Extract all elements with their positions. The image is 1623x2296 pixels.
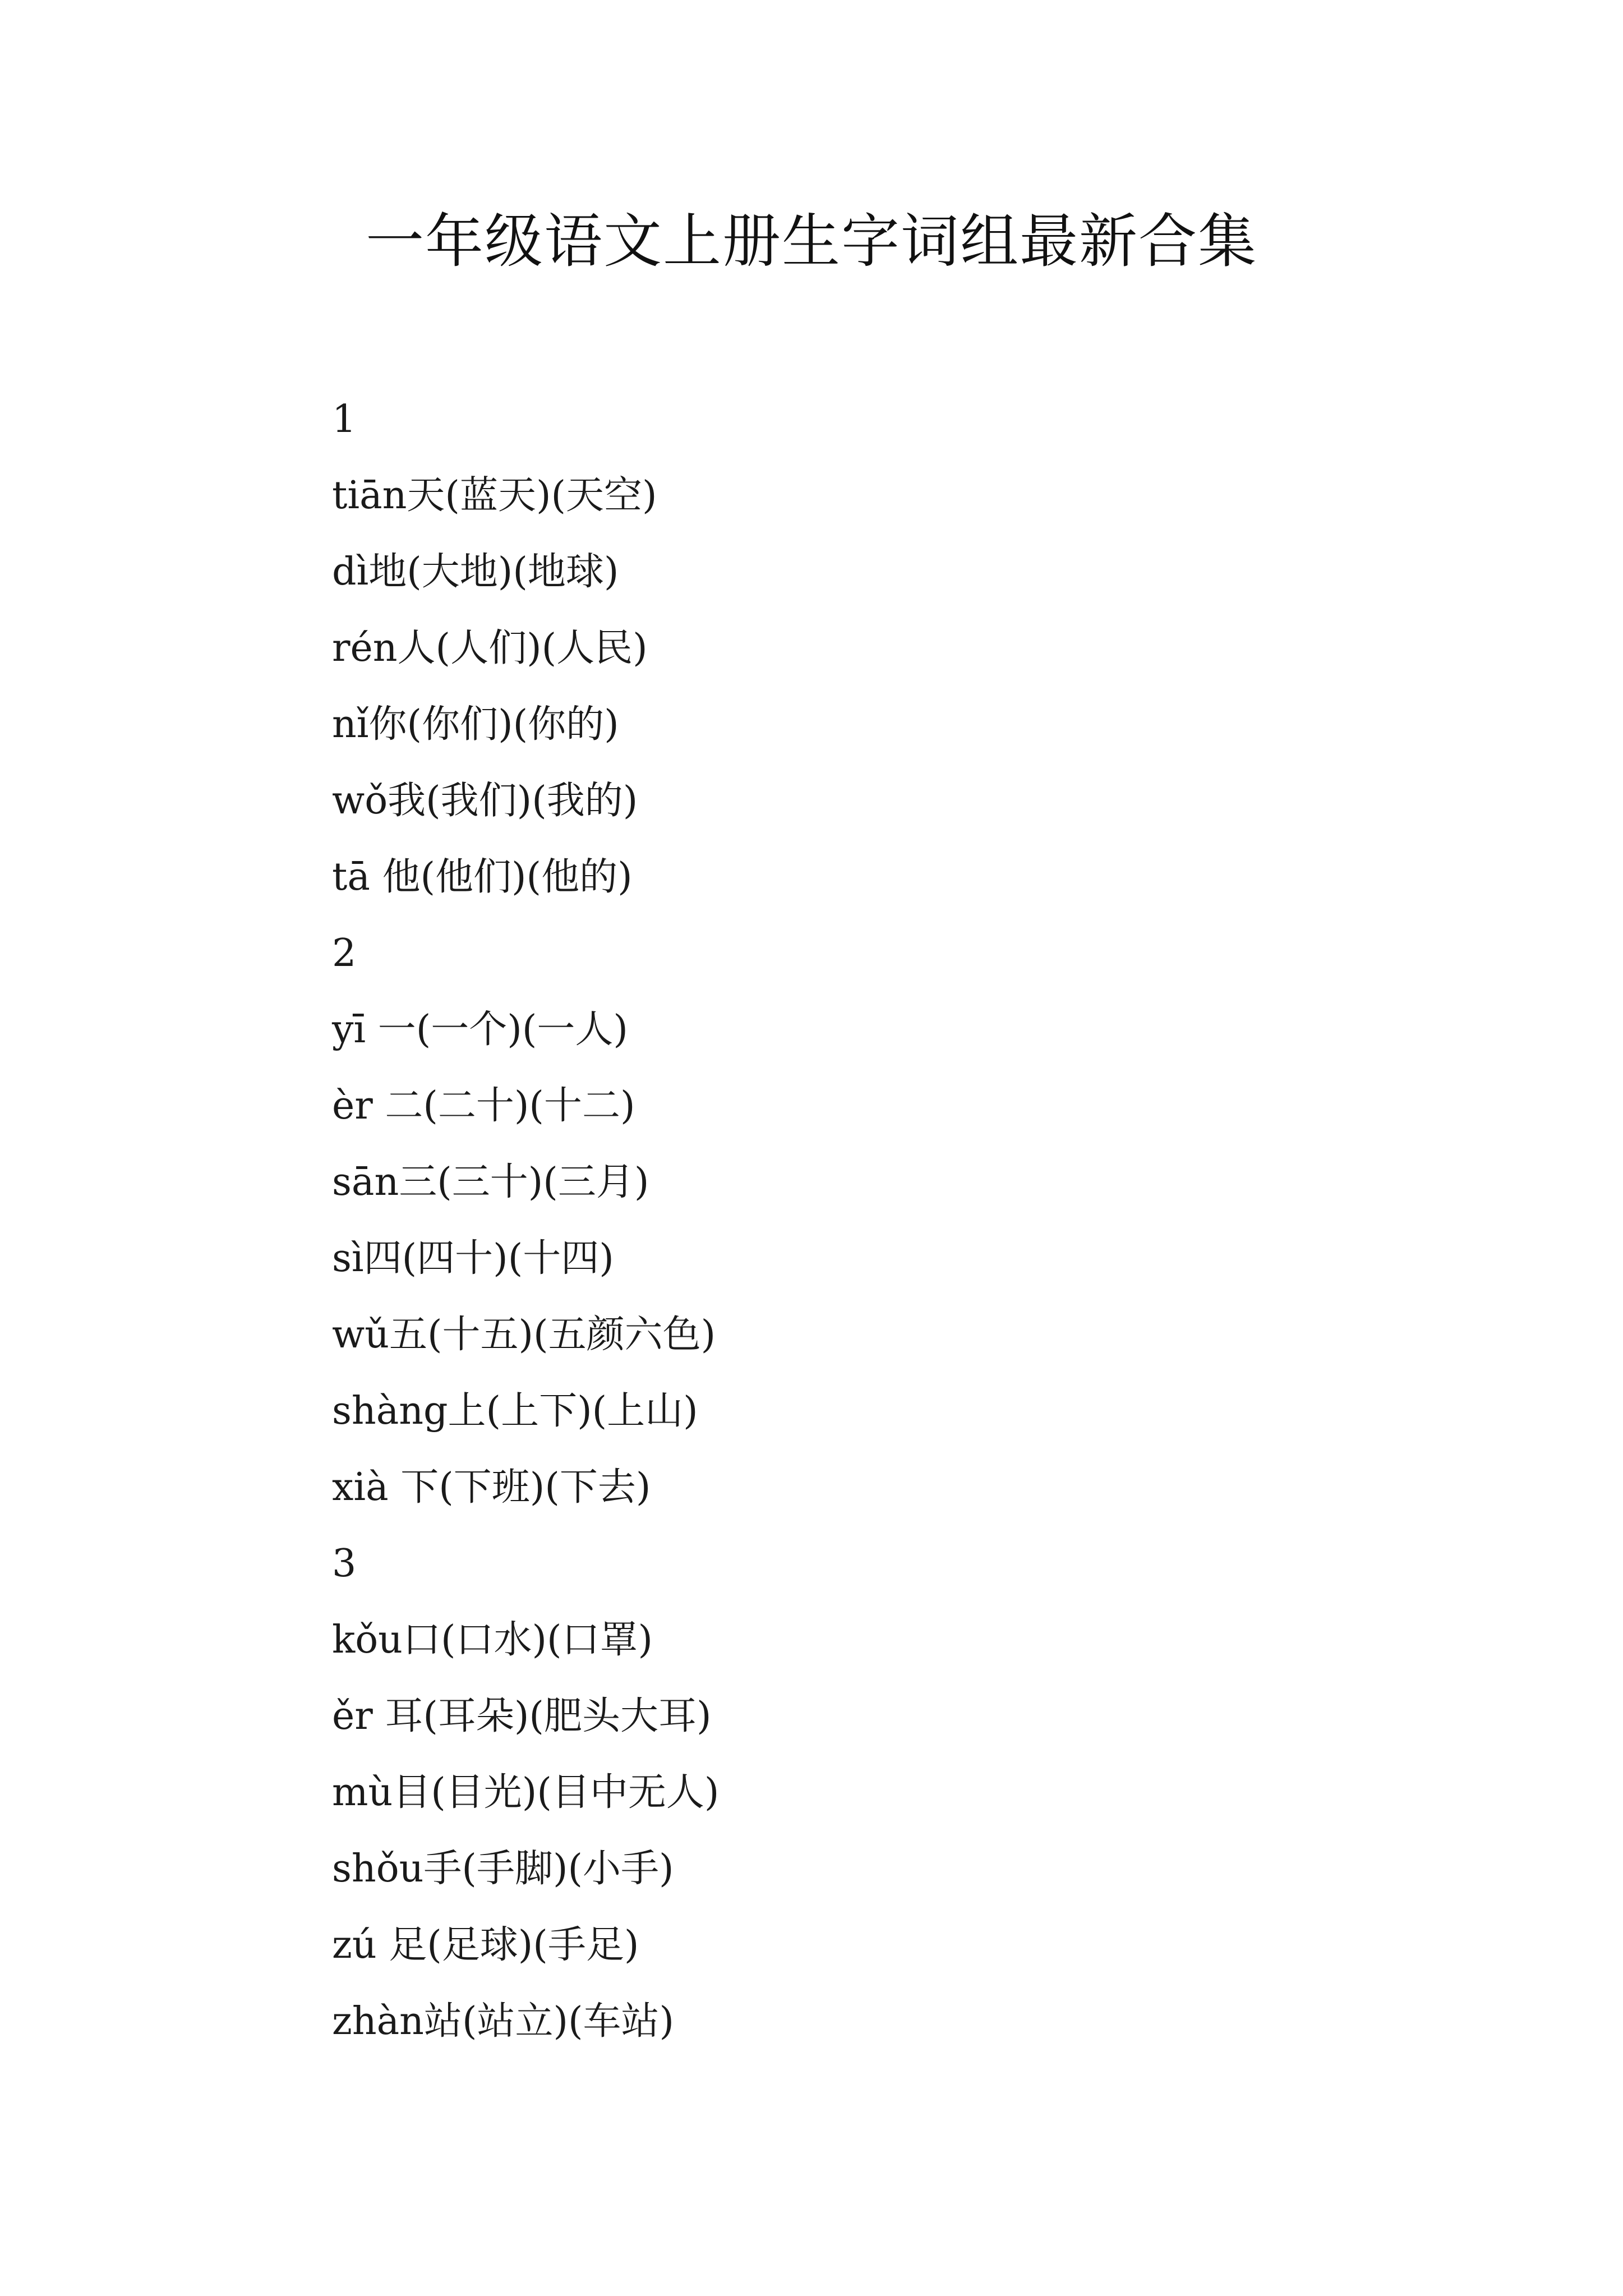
word-entry: sān三(三十)(三月) [332,1160,649,1204]
word-entry: zú 足(足球)(手足) [332,1923,639,1967]
word-entry: mù目(目光)(目中无人) [332,1770,720,1815]
lesson-number: 1 [332,397,357,441]
word-entry: zhàn站(站立)(车站) [332,1999,675,2044]
document-title: 一年级语文上册生字词组最新合集 [365,207,1257,275]
word-entry: kǒu口(口水)(口罩) [332,1618,653,1662]
word-entry: rén人(人们)(人民) [332,626,648,670]
word-entry: wǔ五(十五)(五颜六色) [332,1313,716,1357]
word-entry: tā 他(他们)(他的) [332,855,633,899]
word-entry: dì地(大地)(地球) [332,550,619,594]
word-entry: sì四(四十)(十四) [332,1236,614,1281]
word-entry: xià 下(下班)(下去) [332,1465,651,1510]
vocabulary-list [332,381,1454,2060]
lesson-number: 2 [332,931,357,976]
word-entry: nǐ你(你们)(你的) [332,702,619,747]
word-entry: shǒu手(手脚)(小手) [332,1847,674,1891]
word-entry: wǒ我(我们)(我的) [332,779,638,823]
word-entry: shàng上(上下)(上山) [332,1389,698,1433]
lesson-number: 3 [332,1542,357,1586]
word-entry: èr 二(二十)(十二) [332,1084,635,1128]
word-entry: tiān天(蓝天)(天空) [332,473,657,518]
word-entry: ěr 耳(耳朵)(肥头大耳) [332,1694,712,1738]
word-entry: yī 一(一个)(一人) [332,1007,628,1052]
